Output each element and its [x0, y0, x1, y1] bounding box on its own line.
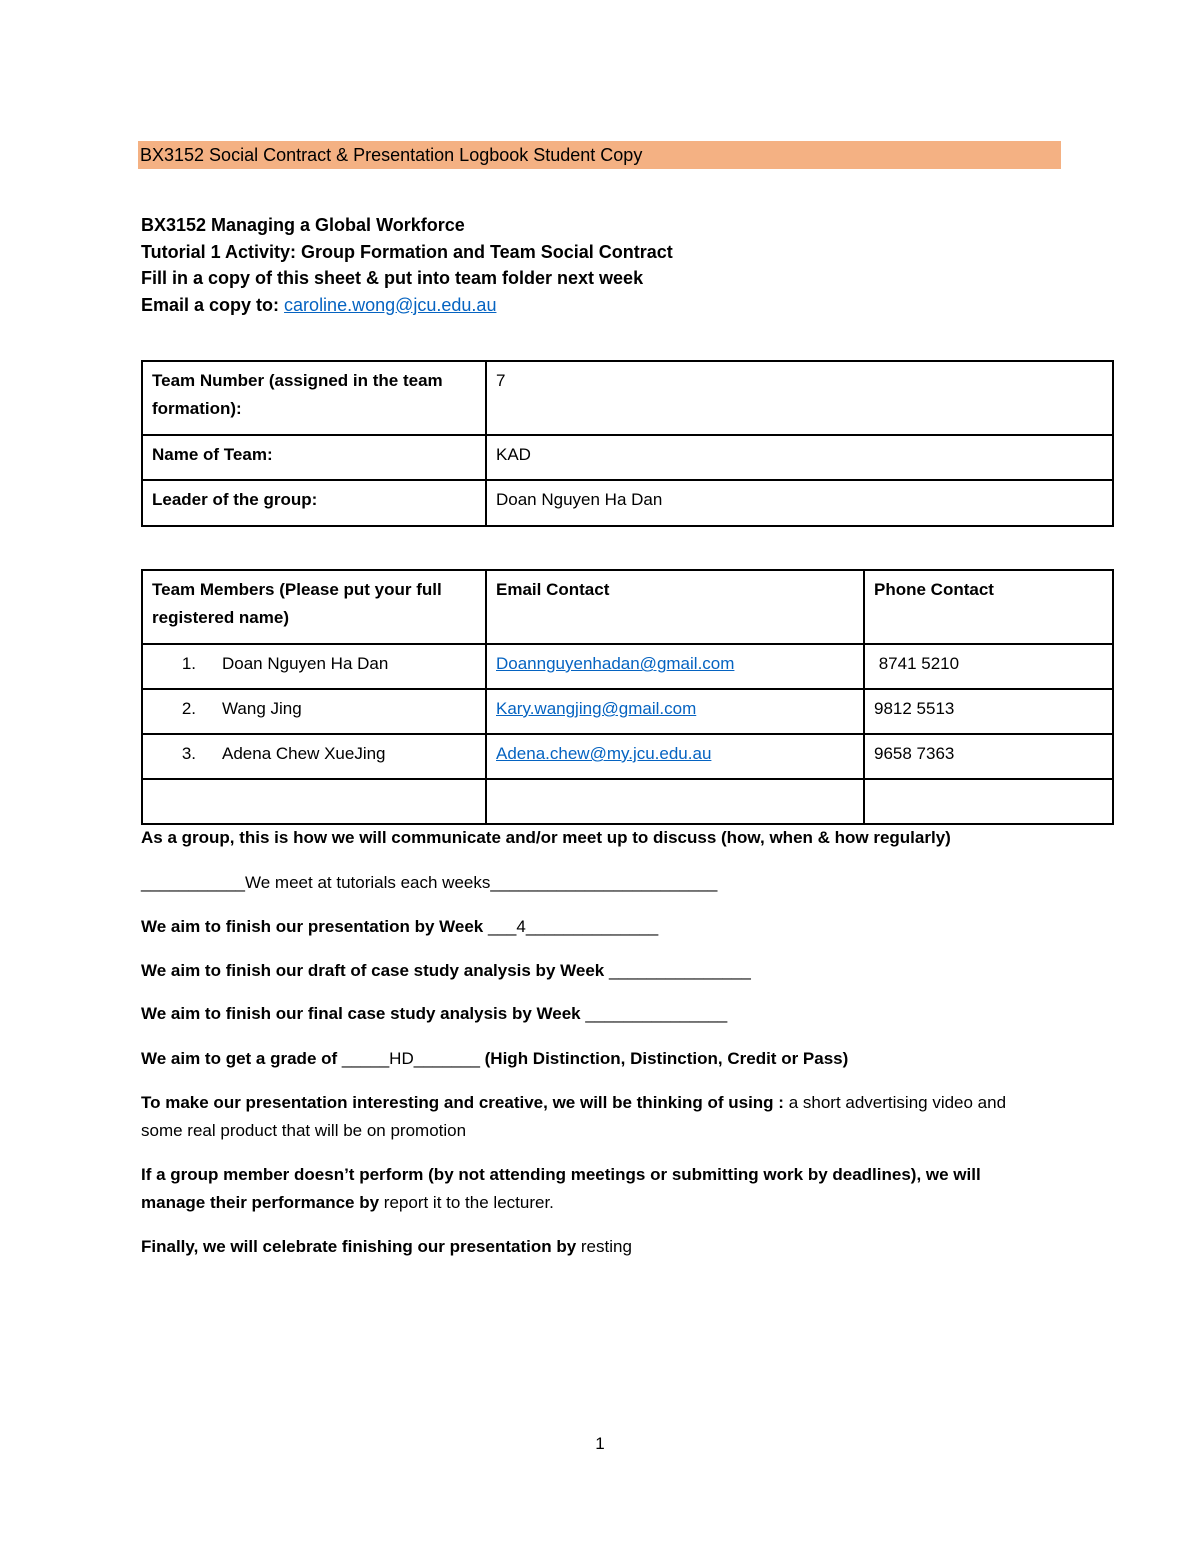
perform-answer[interactable]: report it to the lecturer. — [379, 1193, 554, 1212]
members-header-row — [142, 570, 1113, 644]
header-banner: BX3152 Social Contract & Presentation Logbook Student Copy — [138, 141, 1061, 169]
grade-answer[interactable]: HD — [389, 1049, 414, 1068]
table-row — [142, 734, 1113, 779]
blank-line: ___ — [488, 917, 517, 936]
email-line — [141, 292, 673, 319]
member-email-cell[interactable] — [486, 644, 864, 689]
leader-value[interactable]: Doan Nguyen Ha Dan — [486, 480, 1113, 526]
member-phone-cell[interactable]: 9812 5513 — [864, 689, 1113, 734]
heading-block — [141, 212, 673, 318]
celebrate-label: Finally, we will celebrate finishing our presentation by — [141, 1237, 577, 1256]
communicate-answer[interactable]: We meet at tutorials each weeks — [245, 873, 491, 892]
email-label: Email a copy to: — [141, 294, 285, 315]
team-name-label: Name of Team: — [142, 435, 486, 480]
activity-title: Tutorial 1 Activity: Group Formation and Team Social Contract — [141, 241, 673, 262]
grade-options: (High Distinction, Distinction, Credit or Pass) — [479, 1049, 849, 1068]
page-number: 1 — [595, 1434, 605, 1453]
members-header-phone: Phone Contact — [864, 570, 1113, 644]
lecturer-email-link[interactable]: caroline.wong@jcu.edu.au — [284, 294, 497, 315]
member-name-cell[interactable] — [142, 644, 486, 689]
draft-week-line — [141, 957, 751, 985]
creative-paragraph — [141, 1089, 1041, 1145]
creative-answer[interactable]: a short advertising video and some real product that will be on promotion — [141, 1093, 1007, 1140]
leader-row — [142, 480, 1113, 526]
member-phone-cell[interactable]: 8741 5210 — [864, 644, 1113, 689]
member-name-cell[interactable] — [142, 734, 486, 779]
team-name-value[interactable]: KAD — [486, 435, 1113, 480]
member-number: 2. — [181, 699, 196, 718]
presentation-week-label: We aim to finish our presentation by Week — [141, 917, 488, 936]
team-number-label: Team Number (assigned in the team formation): — [142, 361, 486, 435]
team-info-table — [141, 360, 1114, 527]
member-number: 1. — [181, 654, 196, 673]
table-row — [142, 644, 1113, 689]
communicate-answer-line — [141, 869, 717, 897]
member-email-link[interactable]: Adena.chew@my.jcu.edu.au — [496, 744, 712, 763]
blank-line: _____ — [341, 1049, 390, 1068]
course-title: BX3152 Managing a Global Workforce — [141, 215, 465, 235]
table-row-empty — [142, 779, 1113, 824]
creative-label: To make our presentation interesting and creative, we will be thinking of using : — [141, 1093, 784, 1112]
member-email-link[interactable]: Kary.wangjing@gmail.com — [496, 699, 697, 718]
member-email-link[interactable]: Doannguyenhadan@gmail.com — [496, 654, 735, 673]
instruction-line: Fill in a copy of this sheet & put into team folder next week — [141, 268, 644, 288]
member-name: Adena Chew XueJing — [222, 744, 386, 763]
member-name-cell[interactable] — [142, 689, 486, 734]
leader-label: Leader of the group: — [142, 480, 486, 526]
blank-line: _______ — [413, 1049, 480, 1068]
celebrate-line — [141, 1233, 632, 1261]
grade-line — [141, 1045, 848, 1073]
member-name: Doan Nguyen Ha Dan — [222, 654, 389, 673]
final-week-label: We aim to finish our final case study analysis by Week — [141, 1004, 586, 1023]
draft-week-label: We aim to finish our draft of case study analysis by Week — [141, 961, 609, 980]
members-table — [141, 569, 1114, 825]
presentation-week-line — [141, 913, 658, 941]
celebrate-answer[interactable]: resting — [576, 1237, 632, 1256]
member-phone-cell[interactable]: 9658 7363 — [864, 734, 1113, 779]
grade-label: We aim to get a grade of — [141, 1049, 342, 1068]
member-email-cell[interactable] — [486, 689, 864, 734]
blank-line: ______________ — [525, 917, 659, 936]
member-email-cell[interactable] — [486, 734, 864, 779]
empty-cell[interactable] — [142, 779, 486, 824]
team-number-row — [142, 361, 1113, 435]
blank-line: ___________ — [141, 873, 246, 892]
team-name-row — [142, 435, 1113, 480]
perform-label: If a group member doesn’t perform (by not attending meetings or submitting work by deadlines), we will manage their performance by — [141, 1165, 981, 1212]
members-header-name: Team Members (Please put your full registered name) — [142, 570, 486, 644]
empty-cell[interactable] — [486, 779, 864, 824]
draft-week-blank[interactable]: _______________ — [608, 961, 751, 980]
table-row — [142, 689, 1113, 734]
final-week-line — [141, 1000, 727, 1028]
final-week-blank[interactable]: _______________ — [585, 1004, 728, 1023]
member-number: 3. — [181, 744, 196, 763]
presentation-week-answer[interactable]: 4 — [516, 917, 526, 936]
empty-cell[interactable] — [864, 779, 1113, 824]
blank-line: ________________________ — [490, 873, 718, 892]
member-name: Wang Jing — [222, 699, 302, 718]
perform-paragraph — [141, 1161, 1041, 1217]
communicate-label: As a group, this is how we will communicate and/or meet up to discuss (how, when & how regularly) — [141, 828, 951, 847]
members-header-email: Email Contact — [486, 570, 864, 644]
team-number-value[interactable]: 7 — [486, 361, 1113, 435]
